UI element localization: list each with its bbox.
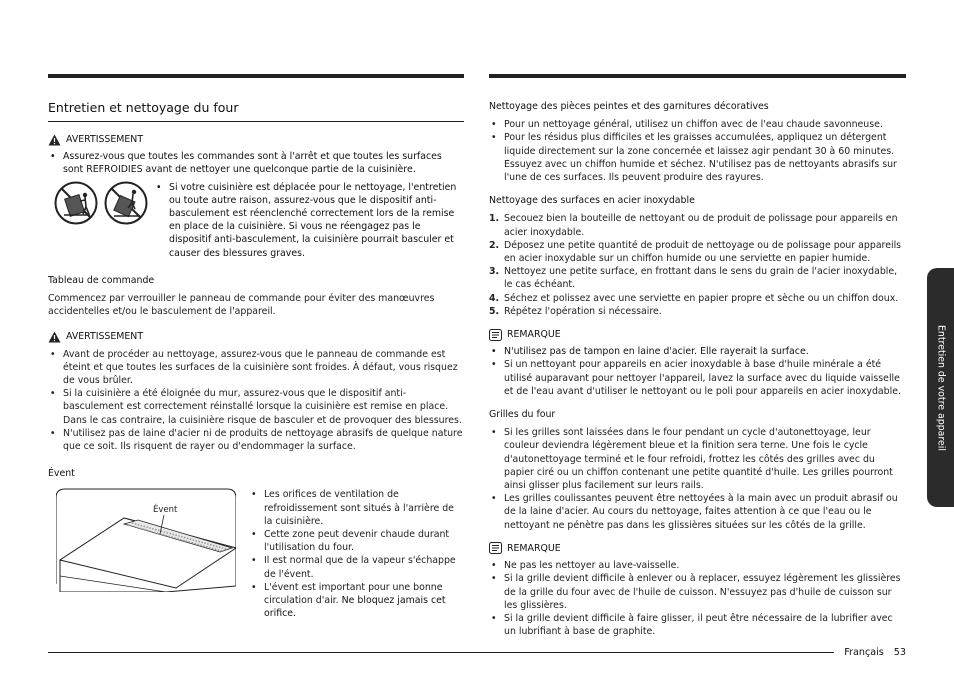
list-item: • Il est normal que de la vapeur s'échappe de l'évent. <box>249 554 464 580</box>
vent-block <box>48 488 464 620</box>
step-item: 5. Répétez l'opération si nécessaire. <box>489 305 662 317</box>
side-tab-label: Entretien de votre appareil <box>935 324 947 451</box>
note2-list <box>489 559 906 638</box>
list-item: • Cette zone peut devenir chaude durant l'utilisation du four. <box>249 528 464 554</box>
list-item <box>48 387 464 427</box>
grates-heading: Grilles du four <box>489 409 556 421</box>
vent-bold-warning: Ne bloquez jamais cet orifice. <box>264 595 446 620</box>
anti-tip-icons <box>48 181 154 260</box>
vent-figure-label: Évent <box>153 505 178 516</box>
left-top-rule <box>48 74 464 78</box>
anti-tip-list <box>154 181 464 260</box>
list-item: • N'utilisez pas de laine d'acier ni de produits de nettoyage abrasifs de quelque nature que ce soit. Ils risquent de rayer ou d'endommager la surface. <box>48 427 464 453</box>
list-item-extra: Dans le cas contraire, la cuisinière risque de basculer et de provoquer des blessures. <box>63 414 462 426</box>
vent-list <box>249 488 464 620</box>
control-panel-heading: Tableau de commande <box>48 274 155 286</box>
list-item-text: L'évent est important pour une bonne circulation d'air. <box>264 581 443 607</box>
painted-heading: Nettoyage des pièces peintes et des garnitures décoratives <box>489 101 769 112</box>
note-label: REMARQUE <box>507 329 561 341</box>
warning1-list <box>48 150 464 176</box>
warning-label: AVERTISSEMENT <box>66 134 144 145</box>
list-item: • N'utilisez pas de tampon en laine d'acier. Elle rayerait la surface. <box>489 345 906 358</box>
list-item: • Ne pas les nettoyer au lave-vaisselle. <box>489 559 906 572</box>
chapter-side-tab <box>927 268 954 507</box>
page-number: 53 <box>893 647 906 658</box>
painted-list <box>489 118 906 184</box>
vent-illustration <box>56 488 236 592</box>
note-icon <box>489 329 502 341</box>
list-item: • Avant de procéder au nettoyage, assurez-vous que le panneau de commande est éteint et que toutes les surfaces de la cuisinière sont froides. À défaut, vous risquez de vous brûler. <box>48 348 464 388</box>
step-item: 4. Séchez et polissez avec une serviette en papier propre et sèche ou un chiffon doux. <box>489 292 899 304</box>
vent-heading: Évent <box>48 468 75 480</box>
note-heading <box>489 328 906 341</box>
list-item-text: Si la cuisinière a été éloignée du mur, assurez-vous que le dispositif anti-basculement est correctement réinstallé lorsque la cuisinière est remise en place. <box>63 388 449 413</box>
control-panel-text: Commencez par verrouiller le panneau de commande pour éviter des manœuvres accidentelles et/ou le basculement de l'appareil. <box>48 293 435 318</box>
list-item: • Si la grille devient difficile à faire glisser, il peut être nécessaire de la lubrifier avec un lubrifiant à base de graphite. <box>489 612 906 638</box>
page-footer <box>48 646 906 659</box>
list-item: • Les orifices de ventilation de refroidissement sont situés à l'arrière de la cuisinière. <box>249 488 464 528</box>
steel-steps <box>489 212 906 318</box>
warning-label: AVERTISSEMENT <box>66 331 144 343</box>
list-item <box>249 581 464 621</box>
step-item: 2. Déposez une petite quantité de produit de nettoyage ou de polissage pour appareils en acier inoxydable sur un chiffon humide ou une serviette en papier humide. <box>489 239 902 265</box>
list-item: • Si votre cuisinière est déplacée pour le nettoyage, l'entretien ou toute autre raison, assurez-vous que le dispositif anti-basculement est réenclenché correctement lors de la remise en place de la cuisinière. Si vous ne réengagez pas le dispositif anti-basculement, la cuisinière pourrait basculer et causer des blessures graves. <box>154 181 464 260</box>
list-item: • Assurez-vous que toutes les commandes sont à l'arrêt et que toutes les surfaces sont REFROIDIES avant de nettoyer une quelconque partie de la cuisinière. <box>48 150 464 176</box>
footer-language: Français <box>844 647 884 658</box>
step-item: 1. Secouez bien la bouteille de nettoyant ou de produit de polissage pour appareils en acier inoxydable. <box>489 213 898 238</box>
warning-heading <box>48 330 464 343</box>
anti-tip-block <box>48 181 464 260</box>
anti-tip-icon <box>54 181 98 225</box>
footer-rule <box>48 652 834 653</box>
right-column <box>489 74 906 638</box>
list-item: • Pour les résidus plus difficiles et les graisses accumulées, appliquez un détergent liquide directement sur la zone concernée et laissez agir pendant 30 à 60 minutes. Essuyez avec un chiffon humide et séchez. N'utilisez pas de nettoyants abrasifs sur l'une de ces surfaces. Ils peuvent produire des rayures. <box>489 131 906 184</box>
left-column <box>48 74 464 621</box>
note-heading <box>489 542 906 555</box>
anti-tip-icon <box>104 181 148 225</box>
list-item: • Si les grilles sont laissées dans le four pendant un cycle d'autonettoyage, leur couleur deviendra légèrement bleue et la finition sera terne. Une fois le cycle d'autonettoyage terminé et le four refroidi, frottez les côtés des grilles avec du papier ciré ou un chiffon contenant une petite quantité d'huile. Les grilles pourront ainsi glisser plus facilement sur leurs rails. <box>489 426 906 492</box>
step-item: 3. Nettoyez une petite surface, en frottant dans le sens du grain de l'acier inoxydable, le cas échéant. <box>489 266 898 291</box>
list-item: • Si la grille devient difficile à enlever ou à replacer, essuyez légèrement les glissières de la grille du four avec de l'huile de cuisson. N'essuyez pas d'huile de cuisson sur les glissières. <box>489 572 906 612</box>
right-top-rule <box>489 74 906 78</box>
list-item: • Si un nettoyant pour appareils en acier inoxydable à base d'huile minérale a été utilisé auparavant pour nettoyer l'appareil, lavez la surface avec du liquide vaisselle et de l'eau avant d'utiliser le nettoyant ou le poli pour appareils en acier inoxydable. <box>489 358 906 398</box>
note-label: REMARQUE <box>507 542 561 554</box>
section-title: Entretien et nettoyage du four <box>48 100 464 122</box>
grates-list <box>489 426 906 532</box>
steel-heading: Nettoyage des surfaces en acier inoxydable <box>489 195 695 207</box>
note1-list <box>489 345 906 398</box>
list-item: • Les grilles coulissantes peuvent être nettoyées à la main avec un produit abrasif ou de la laine d'acier. Au cours du nettoyage, faites attention à ce que l'eau ou le nettoyant ne pénètre pas dans les glissières situées sur les côtés de la grille. <box>489 492 906 532</box>
warning-heading <box>48 133 464 146</box>
note-icon <box>489 542 502 554</box>
warning-triangle-icon <box>48 134 61 146</box>
warning2-list <box>48 348 464 454</box>
warning-triangle-icon <box>48 331 61 343</box>
list-item: • Pour un nettoyage général, utilisez un chiffon avec de l'eau chaude savonneuse. <box>489 118 906 131</box>
